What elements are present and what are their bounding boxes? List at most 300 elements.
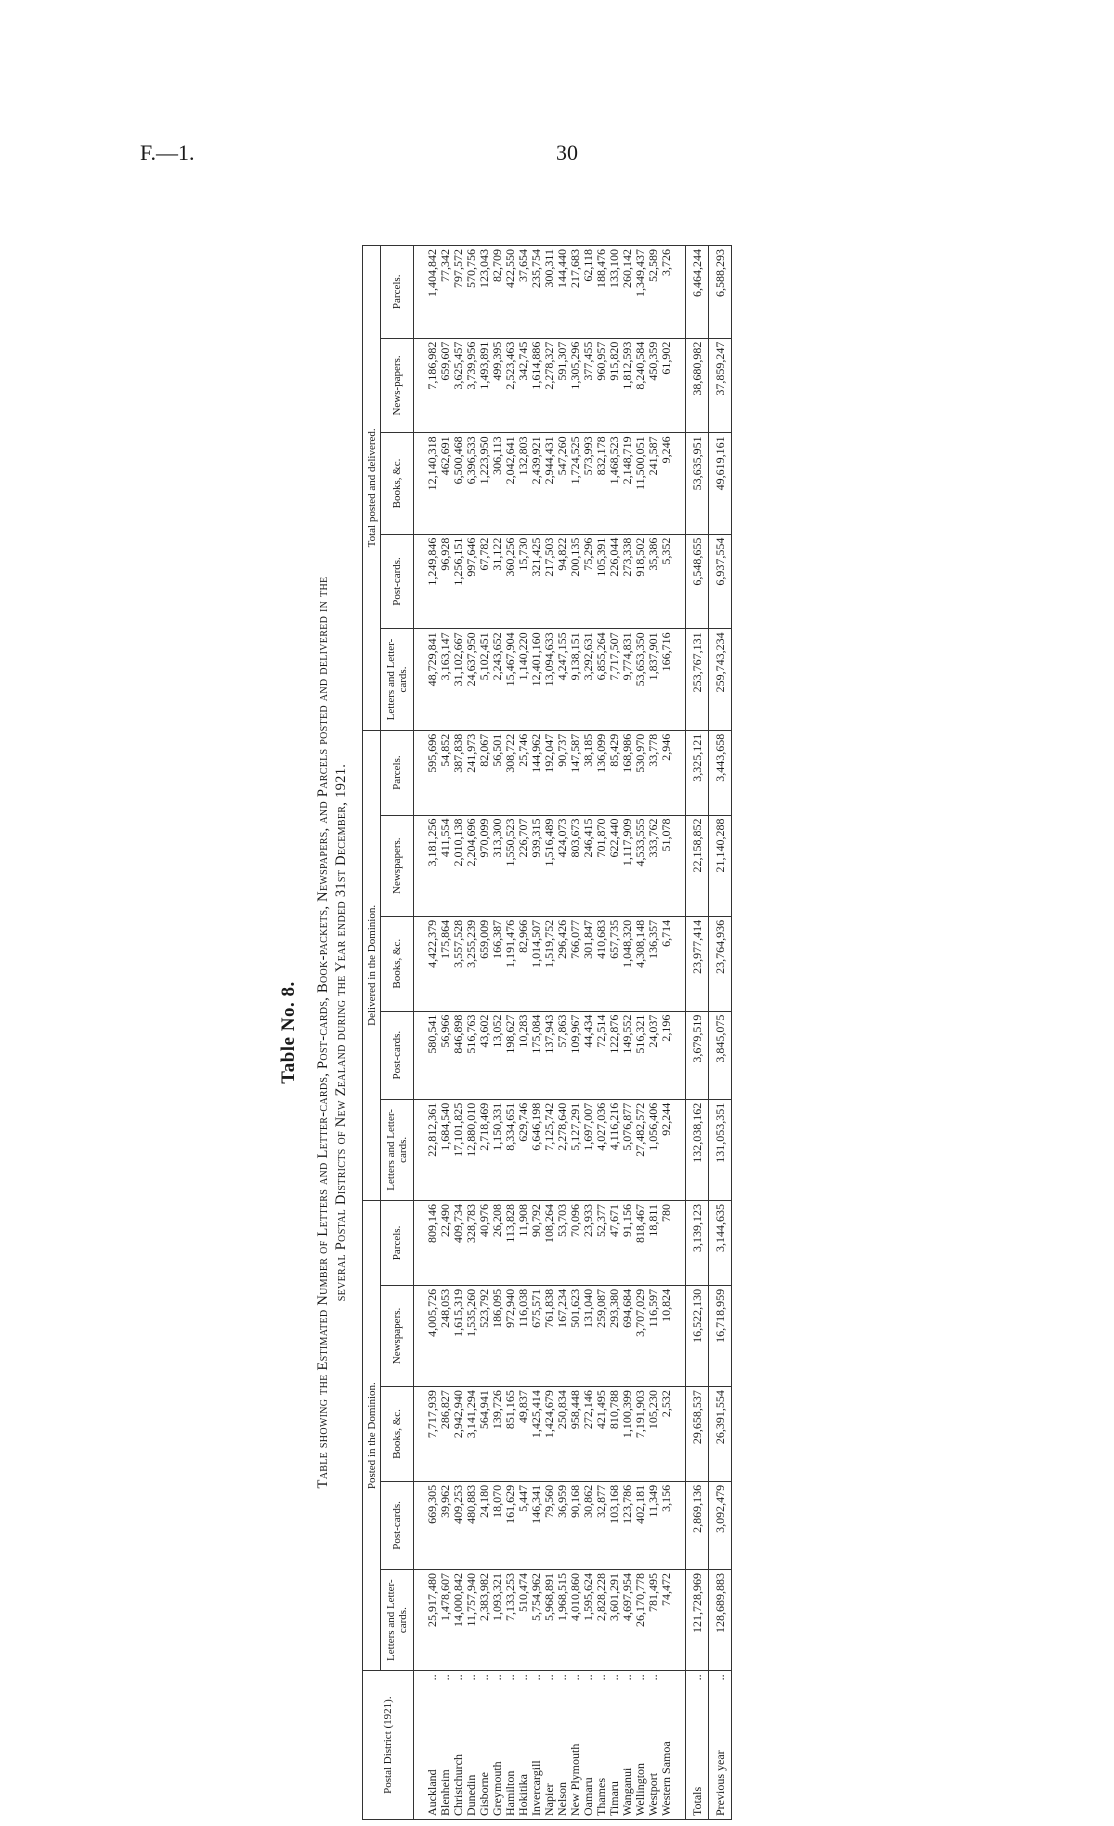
total-value: 2,523,463 [504, 338, 517, 433]
delivered-value: 516,321 [634, 1011, 647, 1099]
posted-value: 32,877 [595, 1481, 608, 1569]
delivered-value: 56,966 [439, 1011, 452, 1099]
leader-dots: .. [490, 1674, 504, 1681]
header-col: Letters and Letter-cards. [381, 1099, 414, 1200]
total-value: 273,338 [621, 534, 634, 629]
header-col: Books, &c. [381, 433, 414, 534]
total-value: 144,440 [556, 246, 569, 339]
spacer-cell [673, 1285, 686, 1386]
delivered-value: 1,150,331 [491, 1099, 504, 1200]
total-value: 24,637,950 [465, 629, 478, 730]
delivered-value: 595,696 [426, 730, 439, 815]
delivered-value: 25,746 [517, 730, 530, 815]
total-value: 217,503 [543, 534, 556, 629]
delivered-value: 4,422,379 [426, 916, 439, 1011]
delivered-value: 22,812,361 [426, 1099, 439, 1200]
total-value: 1,249,846 [426, 534, 439, 629]
total-value: 832,178 [595, 433, 608, 534]
posted-value: 16,718,959 [709, 1285, 732, 1386]
delivered-value: 846,898 [452, 1011, 465, 1099]
total-value: 49,619,161 [709, 433, 732, 534]
delivered-value: 939,315 [530, 815, 543, 916]
delivered-value: 3,325,121 [686, 730, 709, 815]
delivered-value: 1,117,909 [621, 815, 634, 916]
posted-value: 7,133,253 [504, 1569, 517, 1670]
delivered-value: 136,357 [647, 916, 660, 1011]
delivered-value: 622,440 [608, 815, 621, 916]
delivered-value: 3,845,075 [709, 1011, 732, 1099]
delivered-value: 1,697,007 [582, 1099, 595, 1200]
total-value: 35,386 [647, 534, 660, 629]
posted-value: 11,908 [517, 1201, 530, 1286]
posted-value: 781,495 [647, 1569, 660, 1670]
leader-dots: .. [568, 1674, 582, 1681]
header-group-total: Total posted and delivered. [363, 246, 381, 731]
total-value: 5,102,451 [478, 629, 491, 730]
total-value: 105,391 [595, 534, 608, 629]
district-label: Wanganui [620, 1767, 634, 1816]
total-value: 360,256 [504, 534, 517, 629]
leader-dots: .. [542, 1674, 556, 1681]
total-value: 235,754 [530, 246, 543, 339]
total-value: 13,094,633 [543, 629, 556, 730]
posted-value: 121,728,969 [686, 1569, 709, 1670]
posted-value: 1,968,515 [556, 1569, 569, 1670]
delivered-value: 1,014,507 [530, 916, 543, 1011]
spacer-cell [673, 730, 686, 815]
posted-value: 409,253 [452, 1481, 465, 1569]
delivered-value: 2,204,696 [465, 815, 478, 916]
posted-value: 286,827 [439, 1387, 452, 1482]
delivered-value: 301,847 [582, 916, 595, 1011]
posted-value: 675,571 [530, 1285, 543, 1386]
posted-value: 90,168 [569, 1481, 582, 1569]
posted-value: 18,811 [647, 1201, 660, 1286]
posted-value: 2,942,940 [452, 1387, 465, 1482]
posted-value: 523,792 [478, 1285, 491, 1386]
total-value: 200,135 [569, 534, 582, 629]
spacer-cell [673, 1387, 686, 1482]
total-value: 462,691 [439, 433, 452, 534]
leader-dots: .. [438, 1674, 452, 1681]
posted-value: 16,522,130 [686, 1285, 709, 1386]
delivered-value: 5,076,877 [621, 1099, 634, 1200]
district-label: Greymouth [490, 1761, 504, 1816]
leader-dots: .. [464, 1674, 478, 1681]
posted-value: 4,010,860 [569, 1569, 582, 1670]
posted-value: 5,447 [517, 1481, 530, 1569]
spacer-cell [673, 338, 686, 433]
total-value: 797,572 [452, 246, 465, 339]
district-label: Totals [689, 1786, 704, 1816]
delivered-value: 43,602 [478, 1011, 491, 1099]
header-col: Post-cards. [381, 534, 414, 629]
delivered-value: 137,943 [543, 1011, 556, 1099]
total-value: 306,113 [491, 433, 504, 534]
header-col: Newspapers. [381, 815, 414, 916]
page-number: 30 [556, 140, 578, 165]
posted-value: 91,156 [621, 1201, 634, 1286]
delivered-value: 4,027,036 [595, 1099, 608, 1200]
district-name [709, 1671, 732, 1820]
delivered-value: 166,387 [491, 916, 504, 1011]
total-value: 2,278,327 [543, 338, 556, 433]
posted-value: 402,181 [634, 1481, 647, 1569]
posted-value: 47,671 [608, 1201, 621, 1286]
total-value: 2,042,641 [504, 433, 517, 534]
delivered-value: 198,627 [504, 1011, 517, 1099]
delivered-value: 241,973 [465, 730, 478, 815]
total-value: 226,044 [608, 534, 621, 629]
total-value: 37,859,247 [709, 338, 732, 433]
total-value: 573,993 [582, 433, 595, 534]
total-value: 9,246 [660, 433, 673, 534]
delivered-value: 122,876 [608, 1011, 621, 1099]
header-col: Letters and Letter-cards. [381, 1569, 414, 1670]
total-value: 7,717,507 [608, 629, 621, 730]
total-value: 82,709 [491, 246, 504, 339]
posted-value: 4,697,954 [621, 1569, 634, 1670]
header-col: Post-cards. [381, 1481, 414, 1569]
leader-dots: .. [712, 1674, 727, 1681]
delivered-value: 131,053,351 [709, 1099, 732, 1200]
total-value: 5,352 [660, 534, 673, 629]
posted-value: 11,349 [647, 1481, 660, 1569]
total-value: 166,716 [660, 629, 673, 730]
district-label: Invercargill [529, 1760, 543, 1816]
delivered-value: 1,684,540 [439, 1099, 452, 1200]
posted-value: 694,684 [621, 1285, 634, 1386]
posted-value: 103,168 [608, 1481, 621, 1569]
total-value: 6,937,554 [709, 534, 732, 629]
delivered-value: 22,158,852 [686, 815, 709, 916]
posted-value: 3,601,291 [608, 1569, 621, 1670]
posted-value: 29,658,537 [686, 1387, 709, 1482]
posted-value: 70,096 [569, 1201, 582, 1286]
total-value: 591,307 [556, 338, 569, 433]
total-value: 12,140,318 [426, 433, 439, 534]
district-label: Hokitika [516, 1774, 530, 1816]
posted-value: 40,976 [478, 1201, 491, 1286]
posted-value: 105,230 [647, 1387, 660, 1482]
total-value: 48,729,841 [426, 629, 439, 730]
delivered-value: 82,067 [478, 730, 491, 815]
posted-value: 1,093,321 [491, 1569, 504, 1670]
total-value: 253,767,131 [686, 629, 709, 730]
posted-value: 49,837 [517, 1387, 530, 1482]
delivered-value: 970,099 [478, 815, 491, 916]
posted-value: 5,754,962 [530, 1569, 543, 1670]
rotated-table-page [272, 245, 1082, 1820]
total-value: 11,500,051 [634, 433, 647, 534]
delivered-value: 4,116,216 [608, 1099, 621, 1200]
delivered-value: 226,707 [517, 815, 530, 916]
posted-value: 131,040 [582, 1285, 595, 1386]
total-value: 53,653,350 [634, 629, 647, 730]
delivered-value: 24,037 [647, 1011, 660, 1099]
district-label: Napier [542, 1783, 556, 1816]
total-value: 94,822 [556, 534, 569, 629]
leader-dots: .. [555, 1674, 569, 1681]
total-value: 1,404,842 [426, 246, 439, 339]
header-col: Letters and Letter-cards. [381, 629, 414, 730]
delivered-value: 38,185 [582, 730, 595, 815]
district-label: Blenheim [438, 1769, 452, 1816]
total-value: 3,625,457 [452, 338, 465, 433]
previous-year-row [709, 246, 732, 1820]
delivered-value: 333,762 [647, 815, 660, 916]
delivered-value: 2,946 [660, 730, 673, 815]
total-value: 1,256,151 [452, 534, 465, 629]
header-group-delivered: Delivered in the Dominion. [363, 730, 381, 1200]
header-col: Newspapers. [381, 1285, 414, 1386]
posted-value: 1,425,414 [530, 1387, 543, 1482]
posted-value: 3,144,635 [709, 1201, 732, 1286]
total-value: 570,756 [465, 246, 478, 339]
total-value: 15,467,904 [504, 629, 517, 730]
spacer-cell [673, 1011, 686, 1099]
district-label: Previous year [712, 1750, 727, 1816]
posted-value: 161,629 [504, 1481, 517, 1569]
delivered-value: 10,283 [517, 1011, 530, 1099]
posted-value: 14,000,842 [452, 1569, 465, 1670]
posted-value: 7,191,903 [634, 1387, 647, 1482]
spacer-cell [673, 1201, 686, 1286]
district-name [660, 1671, 673, 1820]
table-number: Table No. 8. [278, 981, 299, 1084]
delivered-value: 85,429 [608, 730, 621, 815]
total-value: 1,468,523 [608, 433, 621, 534]
leader-dots: .. [581, 1674, 595, 1681]
total-value: 3,726 [660, 246, 673, 339]
leader-dots: .. [529, 1674, 543, 1681]
spacer-cell [673, 1569, 686, 1670]
delivered-value: 3,679,519 [686, 1011, 709, 1099]
header-col: Books, &c. [381, 916, 414, 1011]
total-value: 321,425 [530, 534, 543, 629]
posted-value: 564,941 [478, 1387, 491, 1482]
district-label: New Plymouth [568, 1743, 582, 1816]
leader-dots: .. [425, 1674, 439, 1681]
posted-value: 818,467 [634, 1201, 647, 1286]
posted-value: 421,495 [595, 1387, 608, 1482]
posted-value: 501,623 [569, 1285, 582, 1386]
delivered-value: 23,977,414 [686, 916, 709, 1011]
posted-value: 116,038 [517, 1285, 530, 1386]
delivered-value: 580,541 [426, 1011, 439, 1099]
table-body [414, 246, 732, 1820]
posted-value: 1,595,624 [582, 1569, 595, 1670]
delivered-value: 175,864 [439, 916, 452, 1011]
total-value: 133,100 [608, 246, 621, 339]
header-group-posted: Posted in the Dominion. [363, 1201, 381, 1671]
delivered-value: 296,426 [556, 916, 569, 1011]
total-value: 8,240,584 [634, 338, 647, 433]
total-value: 259,743,234 [709, 629, 732, 730]
total-value: 659,607 [439, 338, 452, 433]
total-value: 31,102,667 [452, 629, 465, 730]
district-label: Oamaru [581, 1777, 595, 1816]
total-value: 7,186,982 [426, 338, 439, 433]
posted-value: 116,597 [647, 1285, 660, 1386]
posted-value: 146,341 [530, 1481, 543, 1569]
delivered-value: 54,852 [439, 730, 452, 815]
posted-value: 7,717,939 [426, 1387, 439, 1482]
posted-value: 3,141,294 [465, 1387, 478, 1482]
total-value: 6,500,468 [452, 433, 465, 534]
posted-value: 74,472 [660, 1569, 673, 1670]
delivered-value: 6,714 [660, 916, 673, 1011]
delivered-value: 192,047 [543, 730, 556, 815]
leader-dots: .. [503, 1674, 517, 1681]
delivered-value: 132,038,162 [686, 1099, 709, 1200]
delivered-value: 1,550,523 [504, 815, 517, 916]
posted-value: 22,490 [439, 1201, 452, 1286]
total-value: 31,122 [491, 534, 504, 629]
total-value: 1,305,296 [569, 338, 582, 433]
posted-value: 4,005,726 [426, 1285, 439, 1386]
total-value: 52,589 [647, 246, 660, 339]
total-value: 241,587 [647, 433, 660, 534]
delivered-value: 3,557,528 [452, 916, 465, 1011]
delivered-value: 3,443,658 [709, 730, 732, 815]
leader-dots: .. [516, 1674, 530, 1681]
posted-value: 958,448 [569, 1387, 582, 1482]
total-value: 9,774,831 [621, 629, 634, 730]
total-value: 6,396,533 [465, 433, 478, 534]
delivered-value: 1,516,489 [543, 815, 556, 916]
posted-value: 248,053 [439, 1285, 452, 1386]
leader-dots: .. [689, 1674, 704, 1681]
posted-value: 128,689,883 [709, 1569, 732, 1670]
header-district: Postal District (1921). [363, 1671, 414, 1820]
leader-dots: .. [451, 1674, 465, 1681]
total-value: 3,739,956 [465, 338, 478, 433]
posted-value: 761,838 [543, 1285, 556, 1386]
spacer-cell [673, 916, 686, 1011]
total-value: 1,812,593 [621, 338, 634, 433]
posted-value: 26,208 [491, 1201, 504, 1286]
delivered-value: 12,880,010 [465, 1099, 478, 1200]
total-value: 3,163,147 [439, 629, 452, 730]
total-value: 918,502 [634, 534, 647, 629]
total-value: 123,043 [478, 246, 491, 339]
delivered-value: 1,191,476 [504, 916, 517, 1011]
header-col: Parcels. [381, 246, 414, 339]
district-label: Western Samoa [659, 1741, 673, 1816]
delivered-value: 2,196 [660, 1011, 673, 1099]
delivered-value: 72,514 [595, 1011, 608, 1099]
total-value: 6,464,244 [686, 246, 709, 339]
total-value: 217,683 [569, 246, 582, 339]
posted-value: 669,305 [426, 1481, 439, 1569]
posted-value: 1,424,679 [543, 1387, 556, 1482]
total-value: 15,730 [517, 534, 530, 629]
delivered-value: 56,501 [491, 730, 504, 815]
posted-value: 250,834 [556, 1387, 569, 1482]
total-value: 2,439,921 [530, 433, 543, 534]
posted-value: 409,734 [452, 1201, 465, 1286]
delivered-value: 4,533,555 [634, 815, 647, 916]
delivered-value: 5,127,291 [569, 1099, 582, 1200]
delivered-value: 136,099 [595, 730, 608, 815]
delivered-value: 109,967 [569, 1011, 582, 1099]
posted-value: 30,862 [582, 1481, 595, 1569]
total-value: 1,724,525 [569, 433, 582, 534]
total-value: 38,680,982 [686, 338, 709, 433]
total-value: 499,395 [491, 338, 504, 433]
delivered-value: 3,255,239 [465, 916, 478, 1011]
district-label: Hamilton [503, 1770, 517, 1816]
delivered-value: 657,735 [608, 916, 621, 1011]
district-label: Nelson [555, 1782, 569, 1816]
table-row [660, 246, 673, 1820]
spacer-cell [673, 1099, 686, 1200]
spacer-cell [673, 1481, 686, 1569]
delivered-value: 21,140,288 [709, 815, 732, 916]
delivered-value: 766,077 [569, 916, 582, 1011]
delivered-value: 629,746 [517, 1099, 530, 1200]
posted-value: 53,703 [556, 1201, 569, 1286]
posted-value: 186,095 [491, 1285, 504, 1386]
delivered-value: 424,073 [556, 815, 569, 916]
total-value: 342,745 [517, 338, 530, 433]
total-value: 547,260 [556, 433, 569, 534]
postal-statistics-table [362, 245, 732, 1820]
total-value: 132,803 [517, 433, 530, 534]
district-label: Dunedin [464, 1774, 478, 1816]
district-label: Timaru [607, 1781, 621, 1816]
header-col: News-papers. [381, 338, 414, 433]
district-label: Westport [646, 1772, 660, 1816]
posted-value: 52,377 [595, 1201, 608, 1286]
delivered-value: 701,870 [595, 815, 608, 916]
table-title-line-2: several Postal Districts of New Zealand during the Year ended 31st December, 1921. [333, 763, 349, 1302]
posted-value: 10,824 [660, 1285, 673, 1386]
posted-value: 108,264 [543, 1201, 556, 1286]
leader-dots: .. [646, 1674, 660, 1681]
spacer-cell [673, 433, 686, 534]
delivered-value: 149,552 [621, 1011, 634, 1099]
spacer-cell [673, 629, 686, 730]
total-value: 450,359 [647, 338, 660, 433]
posted-value: 23,933 [582, 1201, 595, 1286]
total-value: 53,635,951 [686, 433, 709, 534]
posted-value: 2,532 [660, 1387, 673, 1482]
delivered-value: 2,010,138 [452, 815, 465, 916]
delivered-value: 2,278,640 [556, 1099, 569, 1200]
delivered-value: 411,554 [439, 815, 452, 916]
total-value: 960,957 [595, 338, 608, 433]
district-label: Thames [594, 1778, 608, 1816]
delivered-value: 6,646,198 [530, 1099, 543, 1200]
delivered-value: 2,718,469 [478, 1099, 491, 1200]
spacer-cell [673, 246, 686, 339]
delivered-value: 33,778 [647, 730, 660, 815]
posted-value: 3,139,123 [686, 1201, 709, 1286]
leader-dots: .. [620, 1674, 634, 1681]
posted-value: 26,391,554 [709, 1387, 732, 1482]
posted-value: 167,234 [556, 1285, 569, 1386]
posted-value: 90,792 [530, 1201, 543, 1286]
leader-dots: .. [477, 1674, 491, 1681]
total-value: 377,455 [582, 338, 595, 433]
total-value: 1,223,950 [478, 433, 491, 534]
posted-value: 79,560 [543, 1481, 556, 1569]
delivered-value: 175,084 [530, 1011, 543, 1099]
delivered-value: 147,587 [569, 730, 582, 815]
totals-row [686, 246, 709, 1820]
